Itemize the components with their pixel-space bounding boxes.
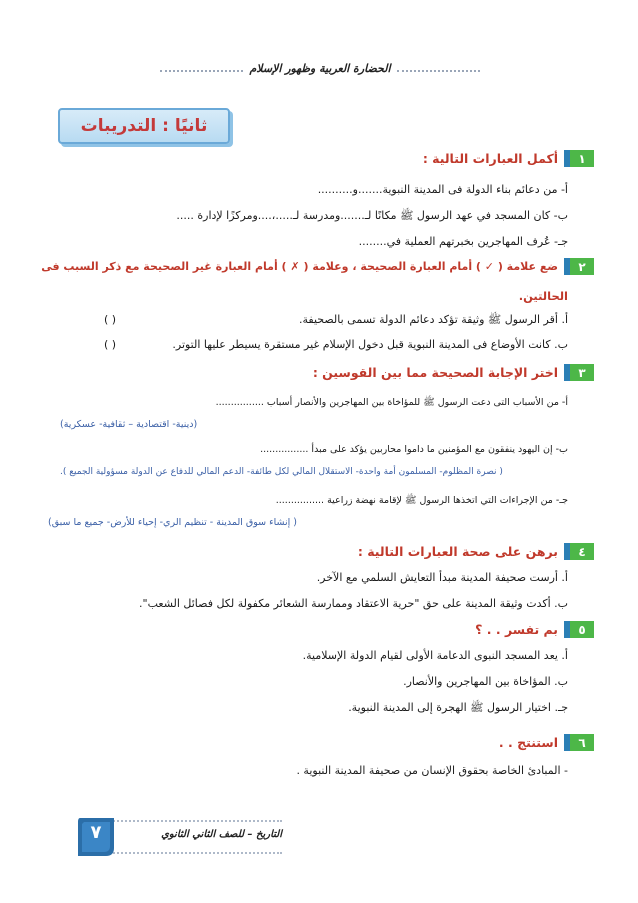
header-dots-right [397,70,480,72]
question-4-number: ٤ [564,543,594,560]
footer-text: التاريخ – للصف الثاني الثانوي [161,829,282,840]
question-2-number: ٢ [564,258,594,275]
question-2-header [41,258,594,275]
question-2-item-a: أ. أقر الرسول ﷺ وثيقة تؤكد دعائم الدولة تسمى بالصحيفة. [299,313,568,326]
question-1-number: ١ [564,150,594,167]
section-banner-title: ثانيًا : التدريبات [80,116,208,136]
question-6-header [499,734,594,751]
page-header [160,56,480,80]
question-5-header [475,621,594,638]
question-1-item-a: أ- من دعائم بناء الدولة فى المدينة النبوية.......و.......... [317,183,568,196]
question-6-item-a: - المبادئ الخاصة بحقوق الإنسان من صحيفة المدينة النبوية . [296,764,568,777]
question-5-number: ٥ [564,621,594,638]
question-6-title: استنتج . . [498,735,558,750]
question-2-title: ضع علامة ( ✓ ) أمام العبارة الصحيحة ، وعلامة ( ✗ ) أمام العبارة غير الصحيحة مع ذكر السبب فى [41,260,558,273]
question-3-item-b: ب- إن اليهود ينفقون مع المؤمنين ما داموا محاربين يؤكد على مبدأ ................ [260,444,568,455]
question-4-item-a: أ. أرست صحيفة المدينة مبدأ التعايش السلمي مع الآخر. [316,571,568,584]
question-3-item-c: جـ- من الإجراءات التي اتخذها الرسول ﷺ لإقامة نهضة زراعية ................ [275,495,568,506]
header-title: الحضارة العربية وظهور الإسلام [249,61,391,75]
question-3-options-b: ( نصرة المظلوم- المسلمون أمة واحدة- الاستقلال المالي لكل طائفة- الدعم المالي للدفاع عن الدولة مسؤولية الجميع ). [60,467,503,477]
question-3-header [313,364,594,381]
question-3-item-a: أ- من الأسباب التى دعت الرسول ﷺ للمؤاخاة بين المهاجرين والأنصار أسباب ................ [215,397,568,408]
page-number: ٧ [90,822,102,843]
question-1-header [423,150,594,167]
question-2-title-continued: الحالتين. [518,289,568,303]
question-2-answer-a[interactable]: ( ) [104,313,117,326]
question-2-answer-b[interactable]: ( ) [104,338,117,351]
question-5-item-a: أ. يعد المسجد النبوى الدعامة الأولى لقيام الدولة الإسلامية. [302,649,568,662]
question-3-number: ٣ [564,364,594,381]
question-6-number: ٦ [564,734,594,751]
page-number-badge [74,814,118,860]
question-4-title: برهن على صحة العبارات التالية : [357,544,558,559]
question-5-title: بم تفسر . . ؟ [475,622,558,637]
question-3-options-a: (دينية- اقتصادية – ثقافية- عسكرية) [60,419,198,430]
question-4-header [358,543,594,560]
question-3-options-c: ( إنشاء سوق المدينة - تنظيم الري- إحياء للأرض- جميع ما سبق) [48,517,297,528]
question-5-item-c: جـ. اختيار الرسول ﷺ الهجرة إلى المدينة النبوية. [348,701,568,714]
question-1-item-b: ب- كان المسجد في عهد الرسول ﷺ مكانًا لـ.......ومدرسة لـ.....،....ومركزًا لإدارة ..... [176,209,568,222]
question-5-item-b: ب. المؤاخاة بين المهاجرين والأنصار. [403,675,568,688]
question-3-title: اختر الإجابة الصحيحة مما بين القوسين : [312,365,558,380]
section-banner [58,108,230,144]
question-2-item-b: ب. كانت الأوضاع فى المدينة النبوية قبل دخول الإسلام غير مستقرة يسيطر عليها التوتر. [172,338,568,351]
question-1-item-c: جـ- عُرف المهاجرين بخبرتهم العملية في........ [358,235,568,248]
question-1-title: أكمل العبارات التالية : [422,151,558,166]
header-dots-left [160,70,243,72]
question-4-item-b: ب. أكدت وثيقة المدينة على حق "حرية الاعتقاد وممارسة الشعائر مكفولة لكل فصائل الشعب". [139,597,568,610]
